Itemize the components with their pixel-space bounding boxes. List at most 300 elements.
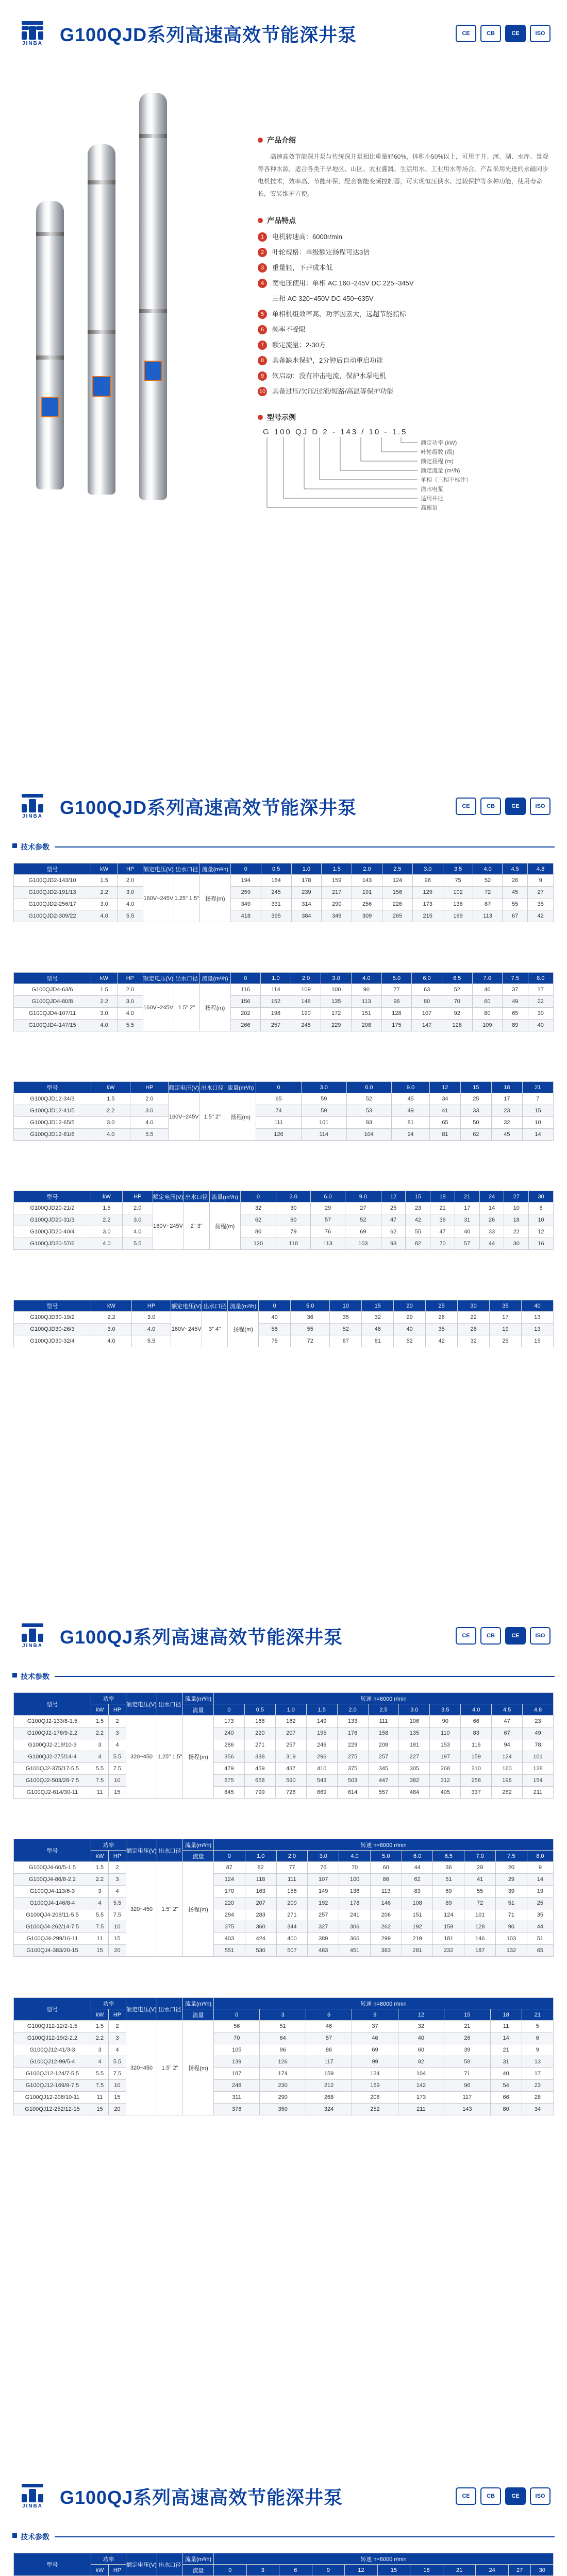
cell-head-value: 52 (394, 1335, 426, 1347)
cell-head-value: 31 (455, 1214, 479, 1226)
cell-head-value: 23 (522, 2080, 553, 2092)
cell-kw: 2.2 (91, 1214, 123, 1226)
cell-head-value: 66 (490, 2092, 522, 2104)
cell-kw: 4.0 (91, 1238, 123, 1250)
cell-model: G100QJ4-113/6-3 (14, 1886, 91, 1897)
col-header-outlet: 出水口径 (174, 863, 199, 875)
cell-head-value: 146 (464, 1933, 496, 1945)
cell-head-value: 314 (291, 899, 322, 910)
cell-head-value: 327 (308, 1921, 339, 1933)
brand-logo (14, 794, 51, 819)
cell-head-value: 101 (464, 1909, 496, 1921)
flow-value-header: 4.0 (473, 863, 502, 875)
cell-head-value: 309 (352, 910, 382, 922)
cell-head-value: 67 (330, 1335, 362, 1347)
flow-value-header: 25 (426, 1300, 458, 1312)
cell-head-value: 312 (430, 1775, 461, 1787)
cell-voltage: 320~450 (126, 1862, 157, 1957)
cell-head-value: 120 (240, 1238, 276, 1250)
cell-head-value: 106 (399, 1716, 430, 1727)
cell-hp: 15 (109, 2092, 126, 2104)
cell-head-value: 14 (490, 2032, 522, 2044)
cell-head-value: 173 (412, 899, 443, 910)
col-header-flow: 流量(m³/h) (183, 1693, 214, 1704)
cell-hp: 2.0 (122, 1202, 153, 1214)
features-heading: 产品特点 (258, 215, 552, 226)
col-header-hp: HP (109, 1851, 126, 1862)
cell-model: G100QJ12-124/7-5.5 (14, 2068, 91, 2080)
table-row (14, 2056, 554, 2068)
flow-value-header: 6.0 (311, 1191, 345, 1202)
table-row (14, 1886, 554, 1897)
cell-head-value: 133 (337, 1716, 368, 1727)
cell-head-value: 5 (522, 2021, 553, 2032)
cell-head-value: 159 (322, 875, 352, 887)
cell-outlet: 1.25" 1.5" (174, 875, 199, 922)
table-row (14, 2044, 554, 2056)
cell-hp: 7.5 (109, 1763, 126, 1775)
cell-head-value: 152 (261, 996, 291, 1008)
cell-model: G100QJ4-146/8-4 (14, 1897, 91, 1909)
cell-head-value: 147 (412, 1020, 442, 1031)
flow-value-header: 7.5 (503, 973, 528, 984)
cell-model: G100QJD4-107/11 (14, 1008, 91, 1020)
cell-head-value: 149 (308, 1886, 339, 1897)
ce-cert-icon: CE (456, 25, 476, 42)
flow-value-header: 9 (312, 2565, 345, 2576)
cell-hp: 5.5 (122, 1238, 153, 1250)
cell-hp: 10 (109, 2080, 126, 2092)
flow-value-header: 15 (444, 2009, 490, 2021)
intro-heading: 产品介绍 (258, 135, 552, 145)
cell-head-value: 34 (429, 1093, 460, 1105)
cell-head-value: 187 (214, 2068, 260, 2080)
section-title: G100QJ系列高速高效节能深井泵 (60, 1626, 343, 1648)
table-row (14, 1335, 554, 1347)
cell-head-value: 484 (399, 1787, 430, 1799)
cell-kw: 1.5 (91, 1202, 123, 1214)
col-header-voltage: 额定电压(V) (143, 973, 174, 984)
cell-model: G100QJD30-26/3 (14, 1324, 91, 1335)
cell-head-value: 281 (402, 1945, 433, 1957)
cell-head-value: 80 (490, 2104, 522, 2115)
cell-head-value: 212 (306, 2080, 352, 2092)
cell-model: G100QJD2-191/13 (14, 887, 91, 899)
cell-head-value: 70 (339, 1862, 371, 1874)
cell-head-value: 658 (244, 1775, 275, 1787)
cell-head-value: 265 (382, 910, 412, 922)
cell-head-value: 96 (260, 2044, 306, 2056)
cell-head-value: 124 (214, 1874, 245, 1886)
cell-head-value: 15 (522, 1335, 554, 1347)
cell-head-value: 16 (529, 1238, 554, 1250)
cell-kw: 5.5 (91, 1909, 109, 1921)
cell-head-value: 305 (399, 1763, 430, 1775)
table-row (14, 2032, 554, 2044)
cell-head-value: 162 (275, 1716, 306, 1727)
cell-hp: 4.0 (130, 1117, 169, 1129)
cell-head-value: 87 (473, 899, 502, 910)
col-header-hp: HP (109, 2009, 126, 2021)
feature-item: 8 具备缺水保护，2分钟后自动重启功能 (258, 354, 552, 367)
cell-hp: 7.5 (109, 1909, 126, 1921)
cell-head-value: 93 (346, 1117, 392, 1129)
flow-value-header: 10 (330, 1300, 362, 1312)
cell-head-value: 101 (301, 1117, 346, 1129)
col-header-model: 型号 (14, 1300, 91, 1312)
cell-head-value: 69 (433, 1886, 464, 1897)
cell-head-value: 52 (330, 1324, 362, 1335)
flow-value-header: 6.5 (442, 973, 472, 984)
cell-head-value: 40 (490, 2068, 522, 2080)
cell-head-value: 128 (381, 1008, 412, 1020)
model-part-label: 高速泵 (421, 505, 438, 511)
table-row (14, 2092, 554, 2104)
brand-logo (14, 21, 51, 46)
table-row (14, 2104, 554, 2115)
logo-icon (21, 794, 44, 812)
cell-head-value: 208 (352, 1020, 382, 1031)
flow-value-header: 21 (522, 1082, 553, 1093)
cell-head-value: 76 (308, 1862, 339, 1874)
cell-kw: 3 (91, 1886, 109, 1897)
flow-value-header: 3.0 (308, 1851, 339, 1862)
cell-head-value: 47 (492, 1716, 523, 1727)
cell-head-value: 206 (370, 1909, 402, 1921)
cell-head-value: 158 (368, 1727, 399, 1739)
cell-head-value: 52 (442, 984, 472, 996)
cell-model: G100QJD20-21/2 (14, 1202, 91, 1214)
cell-head-value: 219 (402, 1933, 433, 1945)
cell-head-value: 294 (214, 1909, 245, 1921)
cell-head-value: 15 (522, 1105, 553, 1117)
cell-head-value: 241 (339, 1909, 371, 1921)
cell-head-value: 70 (214, 2032, 260, 2044)
col-header-model: 型号 (14, 863, 91, 875)
col-header-model: 型号 (14, 1191, 91, 1202)
table-row (14, 2021, 554, 2032)
cell-head-value: 93 (381, 1238, 406, 1250)
cell-head-value: 100 (321, 984, 352, 996)
cell-model: G100QJ12-99/5-4 (14, 2056, 91, 2068)
cell-head-value: 14 (479, 1202, 504, 1214)
cell-head-value: 410 (306, 1763, 337, 1775)
cell-kw: 11 (91, 1933, 109, 1945)
cell-head-value: 217 (322, 887, 352, 899)
cell-head-value: 35 (527, 1909, 553, 1921)
cell-head-value: 21 (490, 2044, 522, 2056)
cell-kw: 2.2 (91, 1727, 109, 1739)
cell-head-value: 103 (345, 1238, 381, 1250)
cell-head-value: 51 (496, 1897, 527, 1909)
cell-kw: 1.5 (91, 1093, 130, 1105)
spec-table (13, 863, 554, 922)
cell-head-value: 319 (275, 1751, 306, 1763)
cell-head-value: 344 (276, 1921, 308, 1933)
cell-head-value: 23 (523, 1716, 554, 1727)
cell-head-value: 192 (308, 1897, 339, 1909)
cell-head-value: 67 (502, 910, 528, 922)
flow-value-header: 4.5 (492, 1704, 523, 1716)
col-header-flow-short: 流量 (183, 1851, 214, 1862)
col-header-outlet: 出水口径 (157, 1839, 183, 1862)
cell-head-value: 104 (346, 1129, 392, 1141)
cell-head-value: 42 (426, 1335, 458, 1347)
col-header-voltage: 额定电压(V) (169, 1082, 199, 1093)
cell-head-value: 60 (370, 1862, 402, 1874)
table-row (14, 1727, 554, 1739)
cell-model: G100QJ2-176/9-2.2 (14, 1727, 91, 1739)
cell-kw: 2.2 (91, 887, 118, 899)
cell-model: G100QJ12-169/9-7.5 (14, 2080, 91, 2092)
cell-head-value: 107 (412, 1008, 442, 1020)
cell-head-value: 375 (214, 1921, 245, 1933)
cell-head-label: 扬程(m) (183, 1862, 214, 1957)
cell-head-value: 176 (337, 1727, 368, 1739)
cell-head-value: 128 (523, 1763, 554, 1775)
cell-head-value: 271 (244, 1739, 275, 1751)
cell-hp: 20 (109, 2104, 126, 2115)
flow-value-header: 2.5 (382, 863, 412, 875)
cell-head-value: 220 (214, 1897, 245, 1909)
cell-head-value: 44 (402, 1862, 433, 1874)
cell-head-value: 72 (464, 1897, 496, 1909)
intro-paragraph: 高速高效节能深井泵与传统深井泵相比重量轻60%，体积小50%以上，可用于井、河、湖、水库、景观等各种水源，适合各类干旱地区、山区、农业灌溉、生活用水、工业用水等场合。产品采用先进的永磁同步电机技术，效率高、节能环保，配合智能变频控制器，可实现恒压供水、过载保护等多种功能，使用寿命长，安装维护方便。 (258, 153, 549, 197)
cell-head-value: 58 (444, 2056, 490, 2068)
cell-head-value: 99 (352, 2056, 398, 2068)
cell-head-label: 扬程(m) (225, 1093, 256, 1141)
flow-value-header: 9.0 (392, 1082, 430, 1093)
flow-value-header: 30 (531, 2565, 554, 2576)
model-legend (263, 436, 552, 534)
spec-table (13, 1191, 554, 1250)
flow-value-header: 4.8 (523, 1704, 554, 1716)
col-header-hp: HP (118, 863, 143, 875)
cell-head-value: 64 (260, 2032, 306, 2044)
cell-head-value: 40 (455, 1226, 479, 1238)
cell-head-value: 116 (461, 1739, 492, 1751)
flow-value-header: 1.0 (291, 863, 322, 875)
cell-head-value: 172 (321, 1008, 352, 1020)
cell-head-value: 191 (352, 887, 382, 899)
col-header-power: kW (91, 1191, 123, 1202)
flow-value-header: 18 (430, 1191, 455, 1202)
cell-model: G100QJD4-147/15 (14, 1020, 91, 1031)
flow-value-header: 7.0 (472, 973, 503, 984)
cell-head-value: 51 (433, 1874, 464, 1886)
cell-head-value: 195 (306, 1727, 337, 1739)
cell-hp: 2.0 (118, 984, 143, 996)
cell-head-value: 40 (528, 1020, 554, 1031)
flow-value-header: 0 (256, 1082, 302, 1093)
ce-cert-icon-2: CE (505, 25, 526, 42)
cell-kw: 3.0 (91, 1324, 132, 1335)
flow-value-header: 2.0 (337, 1704, 368, 1716)
cell-head-value: 65 (429, 1117, 460, 1129)
cell-head-value: 503 (337, 1775, 368, 1787)
cell-head-value: 61 (362, 1335, 394, 1347)
cell-model: G100QJ4-206/11-5.5 (14, 1909, 91, 1921)
cb-cert-icon: CB (480, 25, 501, 42)
cell-head-value: 54 (490, 2080, 522, 2092)
cell-head-value: 360 (245, 1921, 276, 1933)
cell-head-value: 124 (352, 2068, 398, 2080)
cell-head-value: 227 (399, 1751, 430, 1763)
cell-head-value: 19 (527, 1886, 553, 1897)
cell-head-value: 29 (464, 1862, 496, 1874)
cell-head-value: 46 (352, 2032, 398, 2044)
cell-head-value: 35 (330, 1312, 362, 1324)
cell-kw: 11 (91, 1787, 109, 1799)
cell-voltage: 160V~245V (143, 875, 174, 922)
cell-head-value: 181 (399, 1739, 430, 1751)
cell-model: G100QJD12-65/5 (14, 1117, 91, 1129)
cell-head-value: 50 (460, 1117, 491, 1129)
cell-outlet: 1.5" 2" (157, 1862, 183, 1957)
feature-item: 6 频率不受限 (258, 324, 552, 336)
spec-table (13, 1081, 554, 1141)
cell-head-value: 175 (381, 1020, 412, 1031)
cell-kw: 4 (91, 2056, 109, 2068)
cell-head-value: 74 (256, 1105, 302, 1117)
iso-cert-icon: ISO (530, 798, 551, 815)
features-list (258, 215, 552, 398)
cell-head-label: 扬程(m) (209, 1202, 240, 1250)
flow-value-header: 15 (460, 1082, 491, 1093)
cell-head-value: 80 (412, 996, 442, 1008)
cell-head-value: 46 (472, 984, 503, 996)
cell-voltage: 160V~245V (143, 984, 174, 1031)
cell-head-value: 543 (306, 1775, 337, 1787)
cell-head-value: 83 (461, 1727, 492, 1739)
flow-value-header: 3.0 (412, 863, 443, 875)
pump-image-medium (88, 144, 115, 495)
col-header-hp: HP (131, 1300, 171, 1312)
feature-item: 7 额定流量：2-30方 (258, 339, 552, 351)
cb-cert-icon: CB (480, 1627, 501, 1645)
table-row (14, 1312, 554, 1324)
cell-head-label: 扬程(m) (183, 2021, 214, 2115)
col-header-outlet: 出水口径 (199, 1082, 225, 1093)
cell-head-value: 338 (244, 1751, 275, 1763)
flow-value-header: 2.0 (352, 863, 382, 875)
cell-head-value: 459 (244, 1763, 275, 1775)
col-header-power: kW (91, 1300, 132, 1312)
cell-head-value: 405 (430, 1787, 461, 1799)
col-header-speed: 转速 n=6000 r/min (214, 2553, 554, 2565)
table-row (14, 1751, 554, 1763)
cell-head-value: 156 (382, 887, 412, 899)
cell-head-value: 479 (214, 1763, 245, 1775)
table-row (14, 984, 554, 996)
section-title: G100QJD系列高速高效节能深井泵 (60, 796, 357, 818)
cell-head-label: 扬程(m) (183, 1716, 214, 1799)
section-title: G100QJ系列高速高效节能深井泵 (60, 2486, 343, 2508)
cell-head-value: 39 (496, 1886, 527, 1897)
cell-voltage: 160V~245V (171, 1312, 202, 1347)
cell-head-value: 110 (430, 1727, 461, 1739)
cell-head-value: 331 (261, 899, 291, 910)
cell-hp: 3.0 (122, 1214, 153, 1226)
cell-head-value: 184 (261, 875, 291, 887)
cell-head-label: 扬程(m) (228, 1312, 259, 1347)
cell-kw: 7.5 (91, 1921, 109, 1933)
table-row (14, 1324, 554, 1335)
tech-params-subhead: 技术参数 (12, 2530, 555, 2544)
spec-table (13, 972, 554, 1031)
cell-head-value: 36 (430, 1214, 455, 1226)
cell-head-value: 118 (245, 1874, 276, 1886)
cell-head-value: 19 (490, 1324, 522, 1335)
flow-value-header: 0 (230, 973, 261, 984)
cell-head-value: 94 (392, 1129, 430, 1141)
cell-kw: 4.0 (91, 1020, 118, 1031)
ce-cert-icon-2: CE (505, 2487, 526, 2505)
cell-hp: 10 (109, 1775, 126, 1787)
col-header-outlet: 出水口径 (157, 1693, 183, 1716)
cell-model: G100QJ12-41/3-3 (14, 2044, 91, 2056)
flow-value-header: 3 (246, 2565, 279, 2576)
col-header-flow: 流量(m³/h) (183, 2553, 214, 2565)
cell-head-value: 240 (214, 1727, 245, 1739)
cell-kw: 3.0 (91, 899, 118, 910)
col-header-flow: 流量(m³/h) (209, 1191, 240, 1202)
feature-item-extra: 三相 AC 320~450V DC 450~635V (272, 295, 374, 302)
cell-head-value: 81 (429, 1129, 460, 1141)
cell-head-value: 248 (214, 2080, 260, 2092)
col-header-flow-short: 流量 (183, 2565, 214, 2576)
flow-value-header: 18 (491, 1082, 522, 1093)
cell-head-value: 60 (276, 1214, 311, 1226)
cell-head-value: 116 (230, 984, 261, 996)
cell-head-value: 117 (444, 2092, 490, 2104)
cell-head-value: 25 (460, 1093, 491, 1105)
cell-head-value: 81 (392, 1117, 430, 1129)
cell-head-value: 290 (260, 2092, 306, 2104)
cell-head-value: 45 (502, 887, 528, 899)
cert-badges (456, 25, 551, 42)
cell-head-value: 35 (426, 1324, 458, 1335)
cell-head-value: 389 (308, 1933, 339, 1945)
cell-head-value: 66 (461, 1716, 492, 1727)
col-header-speed: 转速 n=6000 r/min (214, 1693, 554, 1704)
cell-head-value: 799 (244, 1787, 275, 1799)
flow-value-header: 1.0 (245, 1851, 276, 1862)
cell-head-value: 200 (276, 1897, 308, 1909)
col-header-power: kW (91, 863, 118, 875)
cell-head-value: 154 (523, 1775, 554, 1787)
cell-head-value: 136 (443, 899, 473, 910)
cell-head-value: 246 (306, 1739, 337, 1751)
cell-model: G100QJ2-275/14-4 (14, 1751, 91, 1763)
cell-head-value: 437 (275, 1763, 306, 1775)
cell-head-value: 32 (458, 1335, 490, 1347)
bullet-dot-icon (258, 138, 263, 143)
cell-head-value: 232 (433, 1945, 464, 1957)
cell-head-value: 82 (398, 2056, 444, 2068)
feature-item: 9 软启动：没有冲击电流，保护水泵电机 (258, 370, 552, 382)
table-row (14, 996, 554, 1008)
cell-head-value: 151 (402, 1909, 433, 1921)
model-example (258, 412, 552, 534)
cell-head-value: 40 (394, 1324, 426, 1335)
table-row (14, 1909, 554, 1921)
cell-head-value: 27 (345, 1202, 381, 1214)
flow-value-header: 12 (381, 1191, 406, 1202)
col-header-flow: 流量(m³/h) (199, 863, 230, 875)
flow-value-header: 27 (508, 2565, 530, 2576)
flow-value-header: 18 (490, 2009, 522, 2021)
